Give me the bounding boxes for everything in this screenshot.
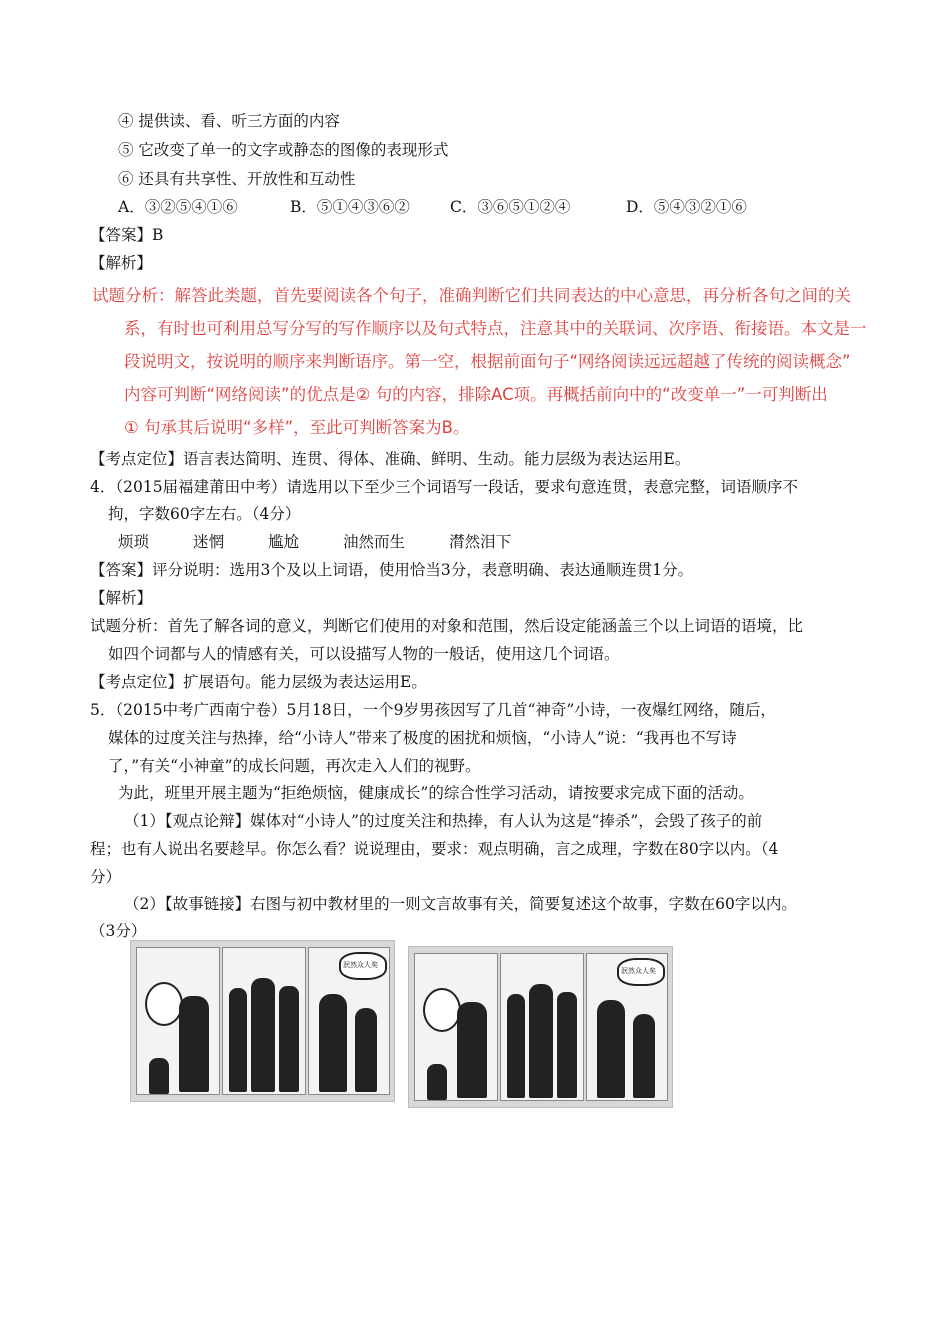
q3-analysis-line-3: 段说明文，按说明的顺序来判断语序。第一空，根据前面句子“网络阅读远远超越了传统的阅读概念”	[124, 352, 851, 371]
crowd-figure-1	[507, 994, 525, 1098]
q4-words	[118, 531, 555, 553]
comic-panel-3	[308, 947, 390, 1095]
q5-sub2-line-2: （3分）	[90, 922, 147, 940]
q4-line-2: 拘，字数60字左右。（4分）	[108, 505, 301, 523]
q3-analysis-line-4: 内容可判断“网络阅读”的优点是② 句的内容，排除AC项。再概括前向中的“改变单一”一可判断出	[124, 385, 828, 404]
child-figure	[149, 1058, 169, 1094]
adult-figure	[457, 1002, 487, 1098]
comic-image-left	[130, 940, 395, 1102]
young-man-figure	[355, 1008, 377, 1092]
option-4: ④ 提供读、看、听三方面的内容	[118, 112, 340, 130]
word-3: 尴尬	[268, 533, 300, 551]
speech-bubble	[423, 988, 461, 1032]
crowd-figure-2	[251, 978, 275, 1092]
bubble-text: 泯然众人矣	[343, 961, 378, 969]
comic-image-right	[408, 946, 673, 1108]
word-5: 潸然泪下	[449, 533, 512, 551]
q4-analysis-head: 【解析】	[90, 589, 153, 607]
q5-sub1-line-2: 程；也有人说出名要趁早。你怎么看？说说理由，要求：观点明确，言之成理，字数在80字以内。（4	[90, 840, 779, 858]
crowd-figure-3	[557, 992, 577, 1098]
q4-analysis-line-1: 试题分析：首先了解各词的意义，判断它们使用的对象和范围，然后设定能涵盖三个以上词语的语境，比	[90, 617, 804, 635]
q3-analysis-line-5: ① 句承其后说明“多样”，至此可判断答案为B。	[124, 418, 470, 437]
young-man-figure	[633, 1014, 655, 1098]
adult-figure	[319, 994, 347, 1092]
child-figure	[427, 1064, 447, 1100]
comic-panel-1	[414, 953, 498, 1101]
comic-panel-2	[222, 947, 306, 1095]
q5-line-3: 了，”有关“小神童”的成长问题，再次走入人们的视野。	[108, 757, 481, 775]
choice-d: D．⑤④③②①⑥	[626, 198, 747, 216]
adult-figure	[179, 996, 209, 1092]
q5-sub1-line-3: 分）	[90, 868, 122, 886]
comic-panel-3	[586, 953, 668, 1101]
q5-sub1-line-1: （1）【观点论辩】媒体对“小诗人”的过度关注和热捧，有人认为这是“捧杀”，会毁了孩子的前	[124, 812, 763, 830]
option-6: ⑥ 还具有共享性、开放性和互动性	[118, 170, 356, 188]
word-4: 油然而生	[343, 533, 406, 551]
answer-choices	[118, 196, 747, 218]
q3-answer: 【答案】B	[90, 226, 164, 244]
q4-point: 【考点定位】扩展语句。能力层级为表达运用E。	[90, 673, 427, 691]
word-1: 烦琐	[118, 533, 150, 551]
crowd-figure-2	[529, 984, 553, 1098]
q4-analysis-line-2: 如四个词都与人的情感有关，可以设描写人物的一般话，使用这几个词语。	[108, 645, 620, 663]
choice-a: A．③②⑤④①⑥	[118, 198, 238, 216]
crowd-figure-1	[229, 988, 247, 1092]
choice-c: C．③⑥⑤①②④	[450, 198, 571, 216]
q3-point: 【考点定位】语言表达简明、连贯、得体、准确、鲜明、生动。能力层级为表达运用E。	[90, 450, 691, 468]
comic-panel-1	[136, 947, 220, 1095]
q5-sub2-line-1: （2）【故事链接】右图与初中教材里的一则文言故事有关，简要复述这个故事，字数在60字以内。	[124, 895, 797, 913]
crowd-figure-3	[279, 986, 299, 1092]
adult-figure	[597, 1000, 625, 1098]
q4-line-1: 4．（2015届福建莆田中考）请选用以下至少三个词语写一段话，要求句意连贯，表意完整，词语顺序不	[90, 478, 799, 496]
q3-analysis-line-1: 试题分析：解答此类题，首先要阅读各个句子，准确判断它们共同表达的中心意思，再分析各句之间的关	[92, 286, 851, 305]
q5-line-1: 5．（2015中考广西南宁卷）5月18日，一个9岁男孩因写了几首“神奇”小诗，一夜爆红网络，随后，	[90, 701, 776, 719]
choice-b: B．⑤①④③⑥②	[290, 198, 410, 216]
q3-analysis-head: 【解析】	[90, 254, 153, 272]
speech-bubble	[145, 982, 183, 1026]
q5-line-2: 媒体的过度关注与热捧，给“小诗人”带来了极度的困扰和烦恼，“小诗人”说：“我再也不写诗	[108, 729, 737, 747]
q5-line-4: 为此，班里开展主题为“拒绝烦恼，健康成长”的综合性学习活动，请按要求完成下面的活动。	[118, 784, 754, 802]
q4-answer: 【答案】评分说明：选用3个及以上词语，使用恰当3分，表意明确、表达通顺连贯1分。	[90, 561, 694, 579]
option-5: ⑤ 它改变了单一的文字或静态的图像的表现形式	[118, 141, 449, 159]
bubble-text: 泯然众人矣	[621, 967, 656, 975]
comic-panel-2	[500, 953, 584, 1101]
q3-analysis-line-2: 系，有时也可利用总写分写的写作顺序以及句式特点，注意其中的关联词、次序语、衔接语。本文是一	[124, 319, 867, 338]
word-2: 迷惘	[193, 533, 225, 551]
